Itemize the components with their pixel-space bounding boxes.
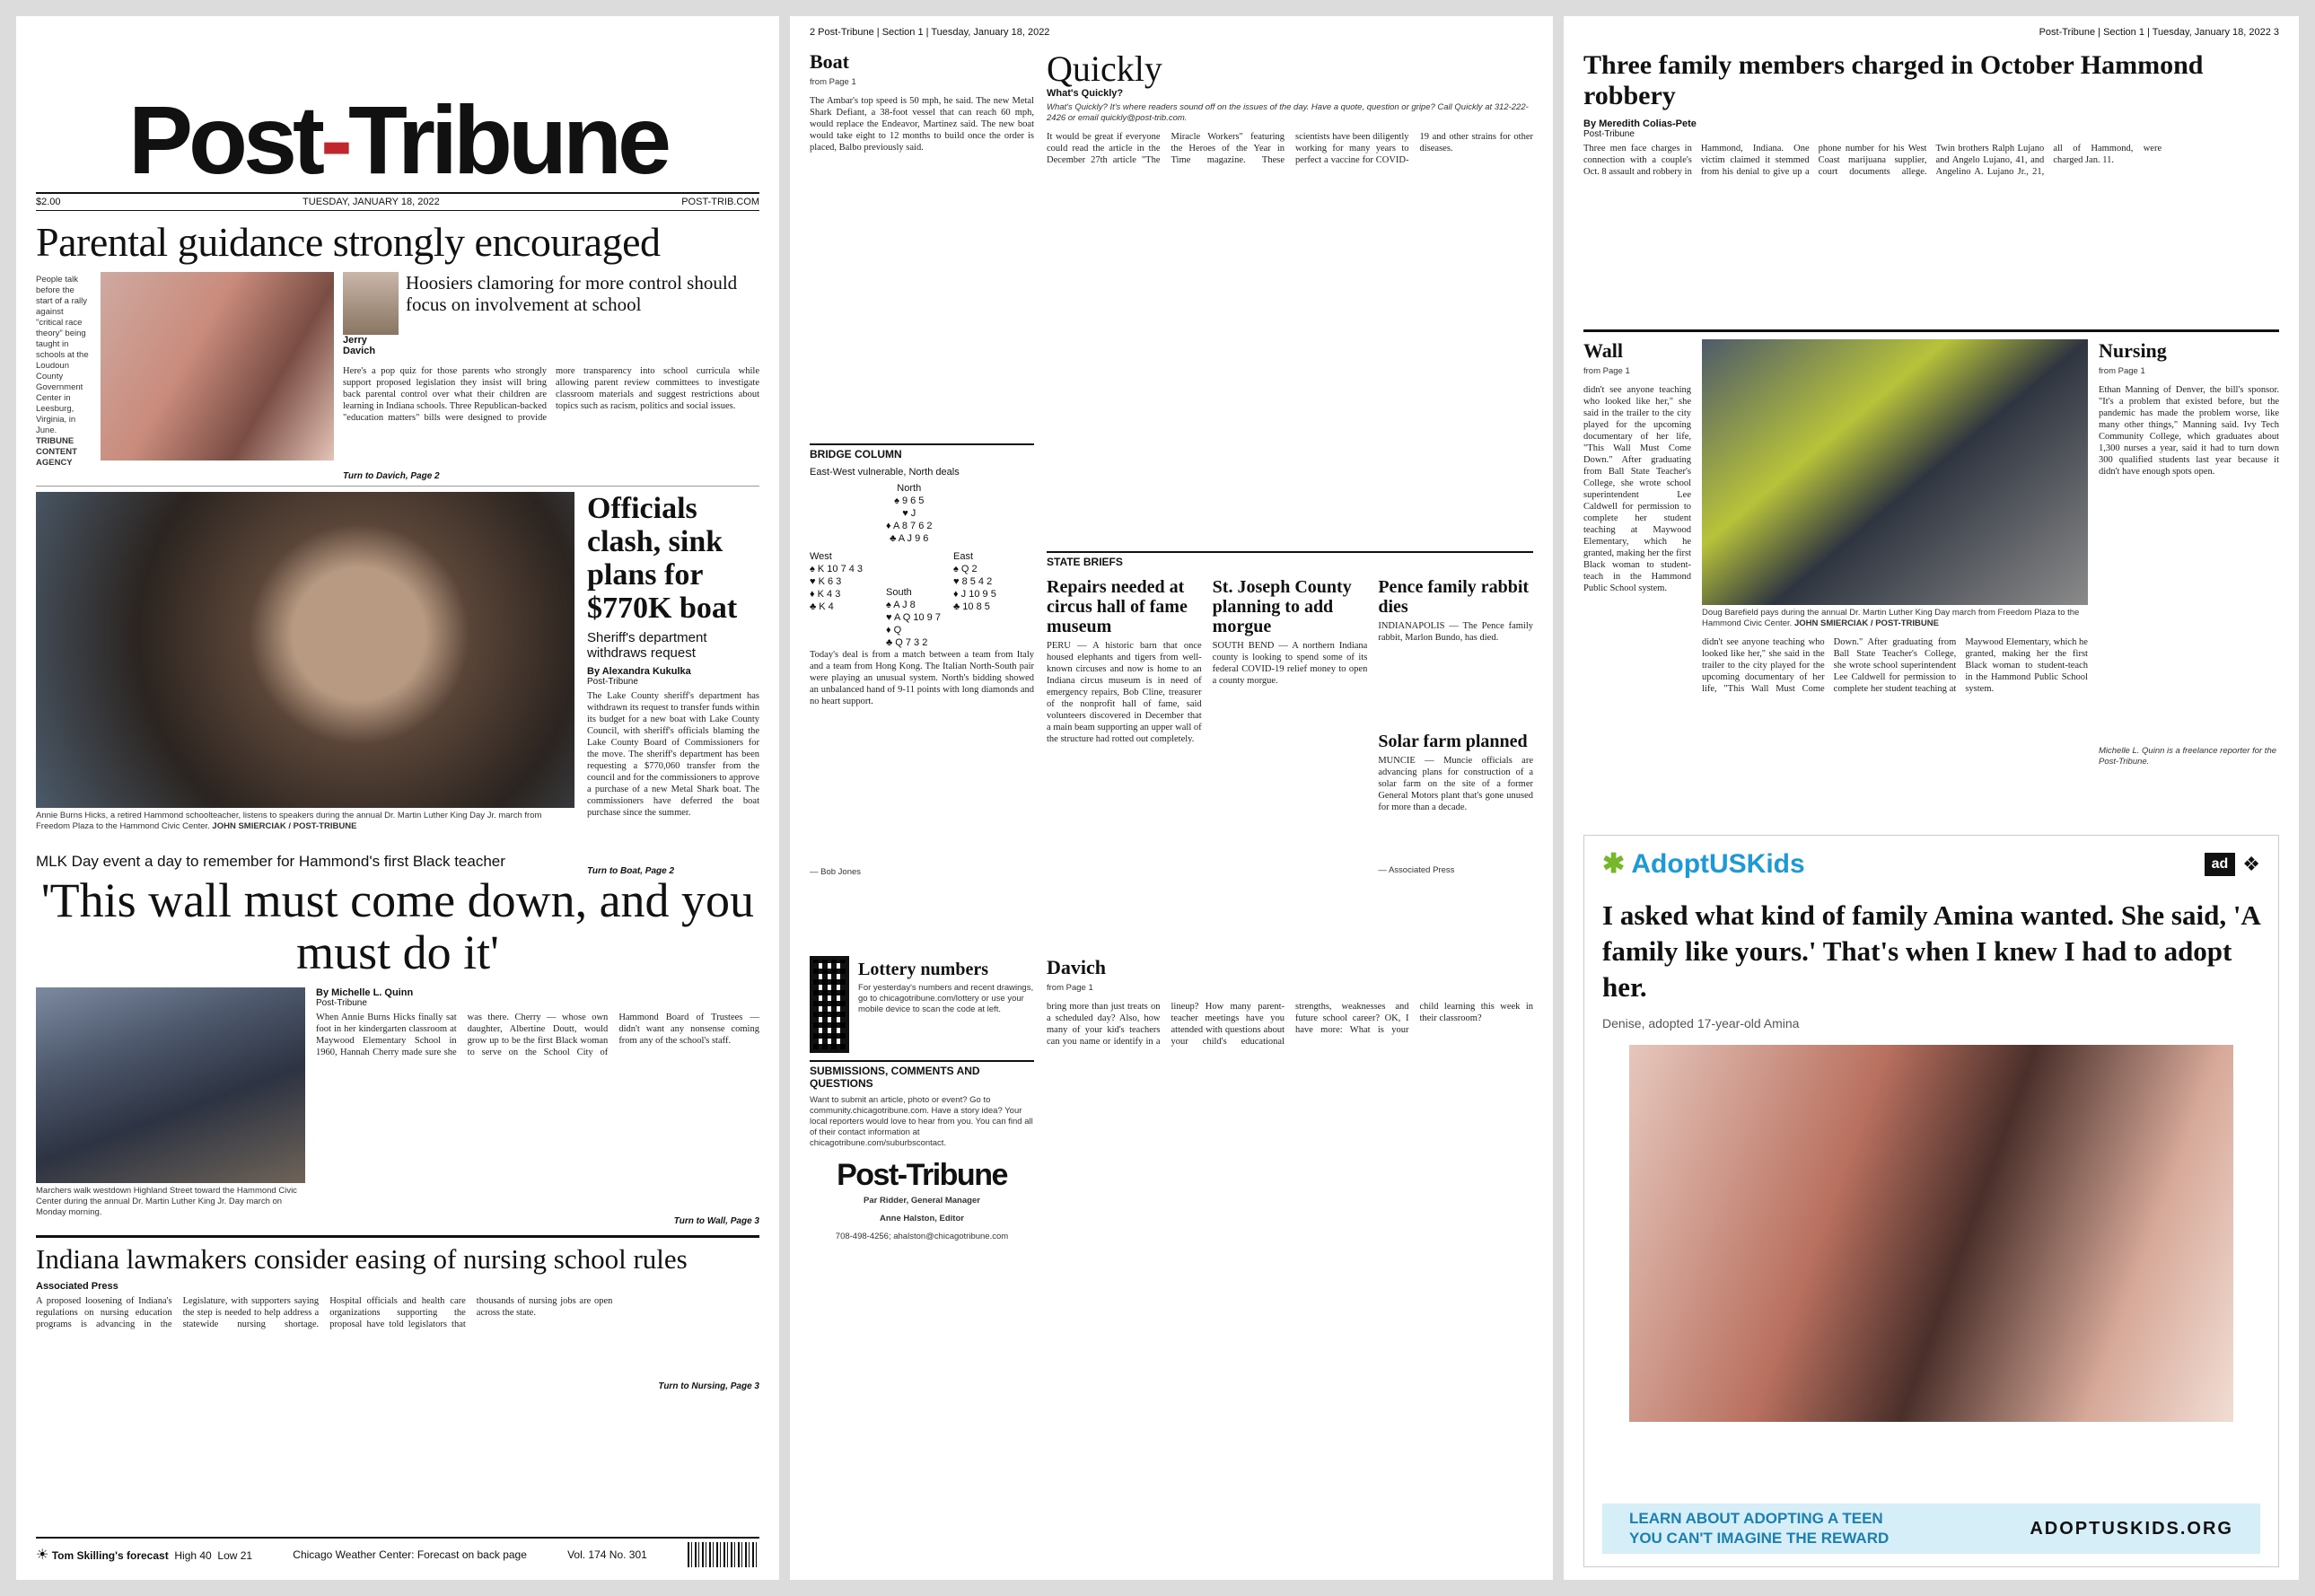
bridge-text: Today's deal is from a match between a team from Italy and a team from Hong Kong. The Italian North-South pair were playing an unusual system. North's bidding showed an unbalanced hand of 9-11 points with long diamonds and no heart support. [810,650,1034,706]
ad-url[interactable]: ADOPTUSKIDS.ORG [2030,1518,2233,1539]
boat-text: The Ambar's top speed is 50 mph, he said. The new Metal Shark Defiant, a 38-foot vessel that can reach 60 mph, would replace the Endeavor, Martinez said. The new boat would take eight to 12 months to build once the order is placed, Balbo previously said. [810,96,1034,153]
editor-name: Anne Halston, Editor [880,1214,964,1223]
ad-council-badge: ad [2205,853,2236,876]
masthead-dash: - [320,85,348,194]
lottery-text: For yesterday's numbers and recent drawings, go to chicagotribune.com/lottery or use your mobile device to scan the code at left. [858,983,1034,1014]
bridge-subtitle: East-West vulnerable, North deals [810,467,960,478]
front-page [16,16,779,1580]
wall-kicker: MLK Day event a day to remember for Hammond's first Black teacher [36,853,505,870]
nursing-sign: Michelle L. Quinn is a freelance reporter for the Post-Tribune. [2099,746,2277,767]
lead-photo [101,272,334,460]
officials-headline[interactable]: Officials clash, sink plans for $770K boat [587,492,738,625]
lottery-head: Lottery numbers [858,960,988,979]
wall-jump-text: didn't see anyone teaching who looked like her," she said in the trailer to the city played for the upcoming documentary of her life, "This Wall Must Come Down." After graduating from Ball State Teacher's College, she wrote school superintendent Lee Caldwell for permission to complete her student teaching at Maywood Elementary, which he granted, making her the first Black woman to student-teach in the Hammond Public School system. [1583,385,1691,593]
south-hand: South ♠ A J 8 ♥ A Q 10 9 7 ♦ Q ♣ Q 7 3 2 [886,587,941,648]
pence-text: INDIANAPOLIS — The Pence family rabbit, Marlon Bundo, has died. [1378,621,1534,643]
nursing-text: A proposed loosening of Indiana's regulations on nursing education programs is advancing in the Legislature, with supporters saying the step is needed to help address a statewide nursing shortage. Hospital officials and health care organizations supporting the proposal have told legislators that thousands of nursing jobs are open across the state. [36,1296,613,1329]
masthead-post: Post [127,85,321,194]
march-caption: Doug Barefield pays during the annual Dr. Martin Luther King Day march from Freedom Plaza to the Hammond Civic Center. JOHN SMIERCIAK / POST-TRIBUNE [1702,608,2080,628]
pence-head[interactable]: Pence family rabbit dies [1378,577,1530,617]
columnist-jump[interactable]: Turn to Davich, Page 2 [343,471,440,481]
wall-jump-text-continued: didn't see anyone teaching who looked like her," she said in the trailer to the city played for the upcoming documentary of her life, "This Wall Must Come Down." After graduating from Ball State Teacher's College, she wrote school superintendent Lee Caldwell for permission to complete her student teaching at Maywood Elementary, which he granted, making her the first Black woman to student-teach in the Hammond Public School system. [1702,637,2088,694]
barcode [688,1542,759,1567]
ap-credit: — Associated Press [1378,865,1455,875]
feature-photo [36,492,574,808]
figure-icon: ✱ [1602,849,1626,879]
adoptuskids-ad[interactable] [1583,835,2279,1567]
ad-cta-line2: YOU CAN'T IMAGINE THE REWARD [1629,1530,1890,1547]
columnist-name: Jerry Davich [343,335,376,356]
nursing-headline[interactable]: Indiana lawmakers consider easing of nursing school rules [36,1243,688,1275]
price: $2.00 [36,197,61,207]
officials-jump[interactable]: Turn to Boat, Page 2 [587,866,675,876]
wall-text: When Annie Burns Hicks finally sat foot in her kindergarten classroom at Maywood Elementary School in 1960, Hannah Cherry made sure she was there. Cherry — whose own daughter, Albertine Doutt, would grow up to be the first Black woman to serve on the School City of Hammond Board of Trustees — didn't want any nonsense coming from any of the school's staff. [316,1013,759,1057]
forecast-high: High 40 [174,1549,212,1562]
stjoe-text: SOUTH BEND — A northern Indiana county is looking to spend some of its federal COVID-19 relief money to open a county morgue. [1212,641,1368,686]
east-hand: East ♠ Q 2 ♥ 8 5 4 2 ♦ J 10 9 5 ♣ 10 8 5 [953,551,996,612]
runhead: Post-Tribune | Section 1 | Tuesday, January 18, 2022 3 [2039,27,2279,38]
march-photo [1702,339,2088,605]
ad-quote: I asked what kind of family Amina wanted. She said, 'A family like yours.' That's when I knew I had to adopt her. [1602,899,2260,1003]
ad-photo [1629,1045,2233,1422]
davich-jump-head[interactable]: Davich [1047,956,1106,978]
robbery-text: Three men face charges in connection with a couple's Oct. 8 assault and robbery in Hammond, Indiana. One victim claimed it stemmed from his denial to give up a phone number for his West Coast marijuana supplier, court documents allege. Twin brothers Ralph Lujano and Angelo Lujano, 41, and Angelino A. Lujano Jr., 21, all of Hammond, were charged Jan. 11. [1583,144,2162,177]
submissions-head: SUBMISSIONS, COMMENTS AND QUESTIONS [810,1060,1034,1090]
west-hand: West ♠ K 10 7 4 3 ♥ K 6 3 ♦ K 4 3 ♣ K 4 [810,551,864,612]
ad-cta-line1: LEARN ABOUT ADOPTING A TEEN [1629,1510,1883,1527]
wall-from: from Page 1 [1583,366,1630,376]
state-briefs-label: STATE BRIEFS [1047,551,1533,568]
columnist-subhead[interactable]: Hoosiers clamoring for more control should focus on involvement at school [406,272,738,315]
solar-text: MUNCIE — Muncie officials are advancing plans for construction of a solar farm on the site of a former General Motors plant that's gone unused for more than a decade. [1378,756,1534,812]
hhs-eagle-icon: ❖ [2242,852,2260,875]
ad-attribution: Denise, adopted 17-year-old Amina [1602,1016,1800,1030]
wall-photo [36,987,305,1183]
runhead: 2 Post-Tribune | Section 1 | Tuesday, January 18, 2022 [810,27,1050,38]
issue-date: TUESDAY, JANUARY 18, 2022 [303,197,440,207]
boat-from: from Page 1 [810,77,856,87]
robbery-byline: By Meredith Colias-Pete Post-Tribune [1583,118,1697,139]
general-manager: Par Ridder, General Manager [864,1196,980,1206]
quickly-letters: It would be great if everyone could read the article in the December 27th article "The Miracle Workers" featuring the Heroes of the Year in Time magazine. These scientists have been diligently working for many years to perfect a vaccine for COVID-19 and other strains for other diseases. [1047,132,1533,165]
boat-jump-head[interactable]: Boat [810,50,849,73]
forecast-low: Low 21 [217,1549,253,1562]
page-two [790,16,1553,1580]
dateline [36,192,759,211]
submissions-text: Want to submit an article, photo or event? Go to community.chicagotribune.com. Have a story idea? Your local reporters would love to hear from you. You can find all of their contact information at chicagotribune.com/suburbscontact. [810,1095,1033,1148]
robbery-headline[interactable]: Three family members charged in October Hammond robbery [1583,50,2204,110]
repairs-head[interactable]: Repairs needed at circus hall of fame museum [1047,577,1188,636]
officials-deck: Sheriff's department withdraws request [587,630,707,661]
officials-byline: By Alexandra Kukulka Post-Tribune [587,666,691,687]
masthead-tribune: Tribune [347,85,668,194]
nursing-from: from Page 1 [2099,366,2145,376]
columnist-text: Here's a pop quiz for those parents who strongly support proposed legislation they insist will bring back parental control over what their children are learning in Indiana schools. Three Republican-backed "education matters" bills were designed to provide more transparency into school curricula while allowing parent review committees to investigate classroom materials and suggest restrictions about topics such as racism, politics and social issues. [343,366,759,423]
wall-headline[interactable]: 'This wall must come down, and you must do it' [40,873,755,979]
forecast-label: Tom Skilling's forecast [51,1549,169,1562]
wall-caption: Marchers walk westdown Highland Street toward the Hammond Civic Center during the annual Dr. Martin Luther King Jr. Day march on Monday morning. [36,1186,297,1217]
nursing-byline: Associated Press [36,1281,118,1292]
north-hand: North ♠ 9 6 5 ♥ J ♦ A 8 7 6 2 ♣ A J 9 6 [886,483,933,544]
nursing-jump-text: Ethan Manning of Denver, the bill's sponsor. "It's a problem that existed before, but the pandemic has made the problem worse, like many other things," Manning said. Ivy Tech Community College, which graduates about 1,300 nurses a year, said it had to turn down 300 qualified students last year because it didn't have enough spots open. [2099,385,2279,477]
quickly-title[interactable]: Quickly [1047,48,1162,89]
ad-logo: ✱ AdoptUSKids [1602,849,1805,879]
editor-contact: 708-498-4256; ahalston@chicagotribune.com [835,1232,1009,1241]
bridge-sign: — Bob Jones [810,867,862,877]
wall-jump[interactable]: Turn to Wall, Page 3 [673,1216,759,1226]
columnist-avatar [343,272,399,335]
lead-caption: People talk before the start of a rally against "critical race theory" being taught in schools at the Loudoun County Government Center in Leesburg, Virginia, in June. TRIBUNE CONTENT AGENCY [36,275,89,468]
quickly-question: What's Quickly? [1047,88,1124,99]
masthead [36,85,759,194]
nursing-jump[interactable]: Turn to Nursing, Page 3 [658,1381,759,1391]
lottery-qr-code[interactable] [810,956,849,1053]
wall-byline: By Michelle L. Quinn Post-Tribune [316,987,414,1008]
volume-number: Vol. 174 No. 301 [567,1548,647,1561]
feature-caption: Annie Burns Hicks, a retired Hammond schoolteacher, listens to speakers during the annual Dr. Martin Luther King Day Jr. march from Freedom Plaza to the Hammond Civic Center. JOHN SMIERCIAK / POST-TRIBUNE [36,811,542,831]
officials-text: The Lake County sheriff's department has withdrawn its request to transfer funds within its budget for a new boat with Lake County Council, with sheriff's officials blaming the Lake County Board of Commissioners for the move. The sheriff's department has been requesting a $770,060 transfer from the council and for the commissioners to approve a purchase of a new Metal Shark boat. The commissioners have deferred the boat purchase since the summer. [587,691,759,818]
weather-note: Chicago Weather Center: Forecast on back page [293,1548,527,1561]
wall-jump-head[interactable]: Wall [1583,339,1624,362]
davich-from: from Page 1 [1047,983,1093,993]
lead-headline[interactable]: Parental guidance strongly encouraged [36,219,661,265]
repairs-text: PERU — A historic barn that once housed elephants and tigers from well-known circuses and now is home to an Indiana circus museum is in need of emergency repairs, Bob Cline, treasurer of the nonprofit hall of fame, said volunteers discovered in December that a main beam supporting an upper wall of the structure had rotted out completely. [1047,641,1202,744]
solar-head[interactable]: Solar farm planned [1378,732,1528,751]
weather-bar [36,1537,759,1567]
site-url[interactable]: POST-TRIB.COM [681,197,759,207]
quickly-intro: What's Quickly? It's where readers sound off on the issues of the day. Have a quote, question or gripe? Call Quickly at 312-222-2426 or email quickly@post-trib.com. [1047,102,1529,123]
masthead-small: Post-Tribune [837,1158,1007,1192]
sun-icon: ☀ [36,1548,49,1563]
nursing-jump-head[interactable]: Nursing [2099,339,2167,362]
bridge-title: BRIDGE COLUMN [810,443,1034,460]
stjoe-head[interactable]: St. Joseph County planning to add morgue [1212,577,1352,636]
davich-text: bring more than just treats on a scheduled day? Also, how many of your kid's teachers can you name or identify in a lineup? How many parent-teacher meetings have you attended with questions about your child's educational strengths, weaknesses and future school career? OK, I have more: What is your child learning this week in their classroom? [1047,1002,1533,1047]
page-three [1564,16,2299,1580]
bridge-diagram [810,478,1034,649]
ad-footer [1602,1504,2260,1554]
